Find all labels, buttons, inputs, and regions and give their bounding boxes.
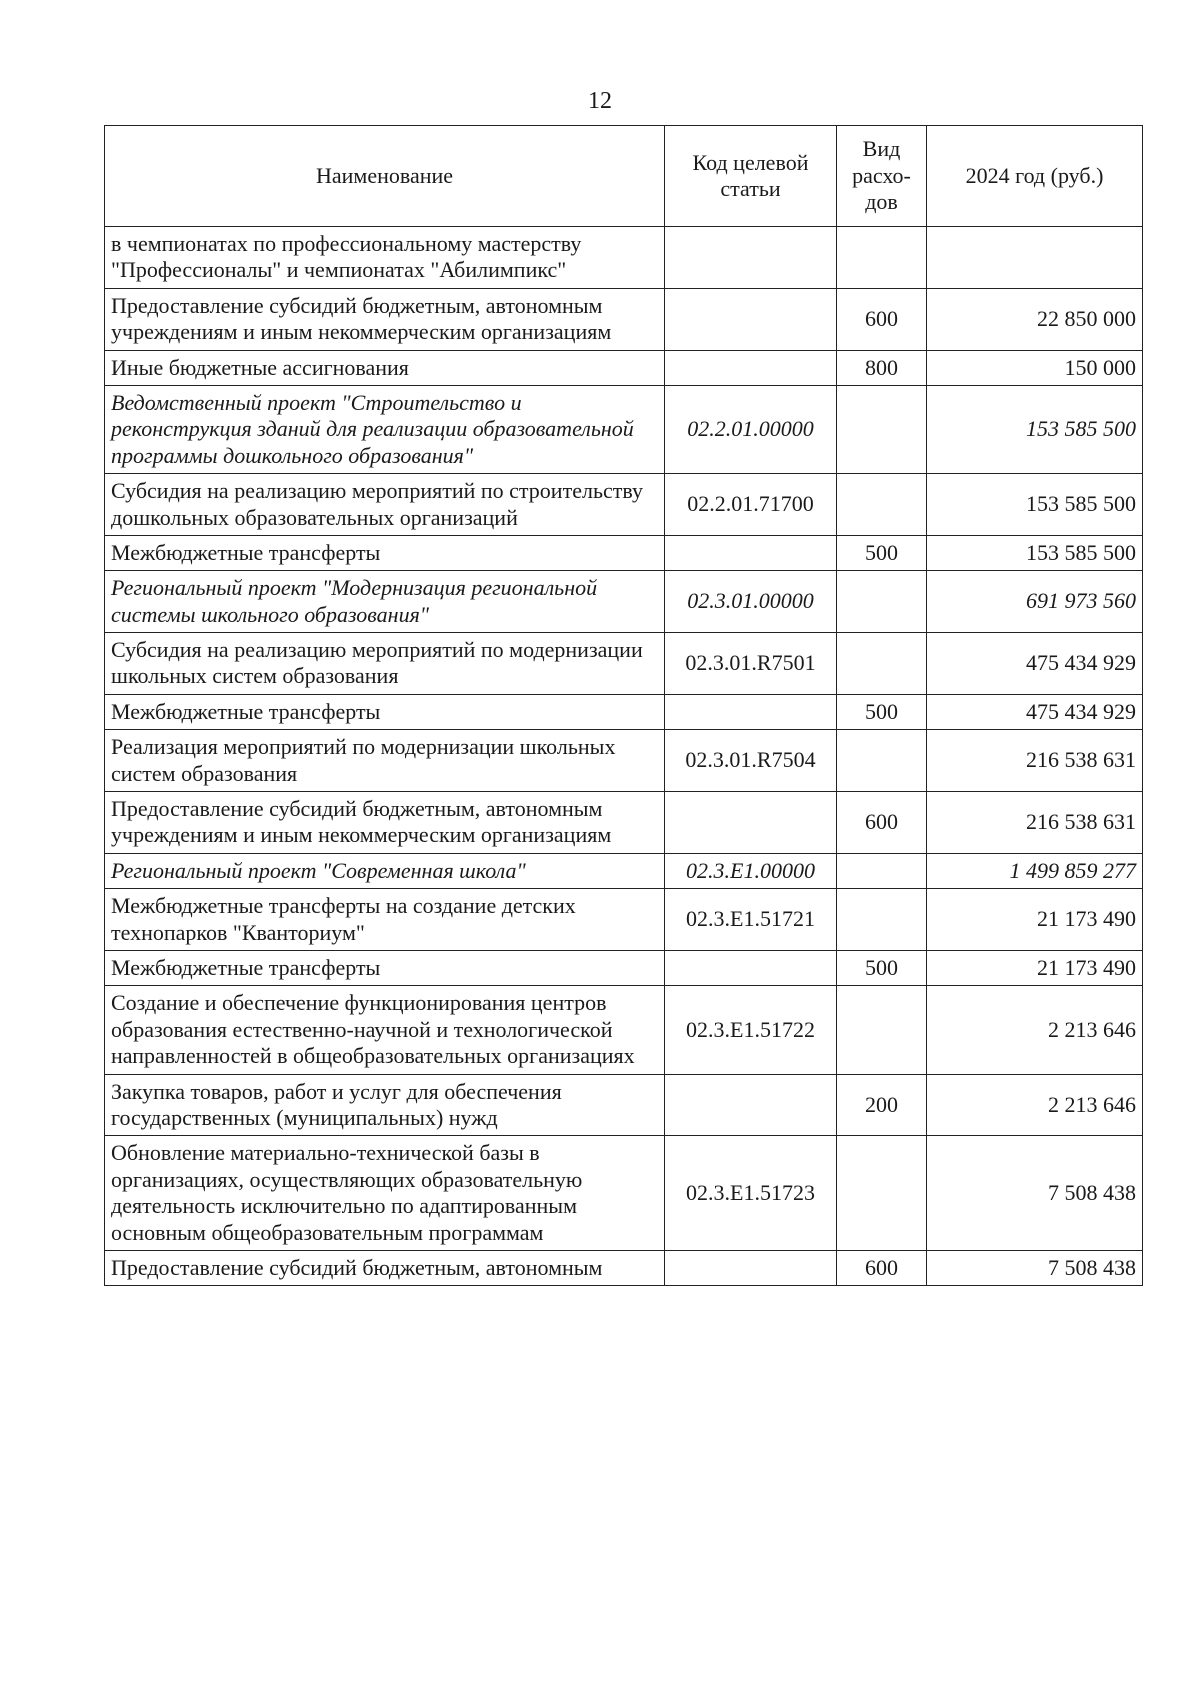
cell-kind	[837, 474, 927, 536]
cell-amount: 475 434 929	[927, 633, 1143, 695]
table-row	[105, 535, 1143, 570]
cell-kind: 600	[837, 288, 927, 350]
cell-name: Предоставление субсидий бюджетным, автономным	[105, 1250, 665, 1285]
cell-code: 02.2.01.00000	[665, 385, 837, 473]
cell-name: Субсидия на реализацию мероприятий по модернизации школьных систем образования	[105, 633, 665, 695]
cell-name: Межбюджетные трансферты	[105, 535, 665, 570]
cell-name: Межбюджетные трансферты	[105, 694, 665, 729]
cell-kind	[837, 730, 927, 792]
table-row	[105, 950, 1143, 985]
cell-name: Ведомственный проект "Строительство и реконструкция зданий для реализации образовательной программы дошкольного образования"	[105, 385, 665, 473]
cell-amount: 1 499 859 277	[927, 853, 1143, 888]
cell-code	[665, 950, 837, 985]
cell-name: Иные бюджетные ассигнования	[105, 350, 665, 385]
cell-amount: 22 850 000	[927, 288, 1143, 350]
table-row	[105, 227, 1143, 289]
cell-name: Создание и обеспечение функционирования центров образования естественно-научной и технологической направленностей в общеобразовательных организациях	[105, 986, 665, 1074]
cell-name: в чемпионатах по профессиональному мастерству "Профессионалы" и чемпионатах "Абилимпикс"	[105, 227, 665, 289]
cell-kind	[837, 571, 927, 633]
cell-code: 02.3.E1.00000	[665, 853, 837, 888]
cell-kind: 600	[837, 1250, 927, 1285]
cell-code	[665, 694, 837, 729]
cell-amount: 153 585 500	[927, 535, 1143, 570]
table-row	[105, 986, 1143, 1074]
cell-code: 02.3.E1.51723	[665, 1136, 837, 1251]
table-row	[105, 385, 1143, 473]
cell-code: 02.2.01.71700	[665, 474, 837, 536]
cell-code	[665, 350, 837, 385]
cell-name: Обновление материально-технической базы в организациях, осуществляющих образовательную деятельность исключительно по адаптированным основным общеобразовательным программам	[105, 1136, 665, 1251]
table-row	[105, 853, 1143, 888]
cell-amount: 216 538 631	[927, 792, 1143, 854]
cell-amount: 2 213 646	[927, 986, 1143, 1074]
table-header-row	[105, 126, 1143, 227]
cell-name: Предоставление субсидий бюджетным, автономным учреждениям и иным некоммерческим организациям	[105, 288, 665, 350]
cell-code: 02.3.01.R7501	[665, 633, 837, 695]
cell-code: 02.3.01.R7504	[665, 730, 837, 792]
cell-code	[665, 1250, 837, 1285]
cell-kind	[837, 633, 927, 695]
cell-kind: 500	[837, 694, 927, 729]
table-row	[105, 571, 1143, 633]
cell-kind	[837, 1136, 927, 1251]
cell-name: Региональный проект "Модернизация региональной системы школьного образования"	[105, 571, 665, 633]
table-row	[105, 474, 1143, 536]
header-name: Наименование	[105, 126, 665, 227]
cell-code	[665, 792, 837, 854]
cell-code: 02.3.E1.51721	[665, 889, 837, 951]
table-row	[105, 694, 1143, 729]
table-row	[105, 633, 1143, 695]
budget-table	[104, 125, 1143, 1286]
cell-name: Межбюджетные трансферты на создание детских технопарков "Кванториум"	[105, 889, 665, 951]
cell-kind: 600	[837, 792, 927, 854]
cell-name: Реализация мероприятий по модернизации школьных систем образования	[105, 730, 665, 792]
cell-kind	[837, 986, 927, 1074]
header-kind: Вид расхо-дов	[837, 126, 927, 227]
table-row	[105, 1250, 1143, 1285]
cell-kind	[837, 889, 927, 951]
table-row	[105, 288, 1143, 350]
cell-amount: 7 508 438	[927, 1136, 1143, 1251]
table-row	[105, 730, 1143, 792]
cell-amount	[927, 227, 1143, 289]
cell-kind	[837, 853, 927, 888]
table-row	[105, 1074, 1143, 1136]
cell-kind: 500	[837, 535, 927, 570]
cell-code	[665, 1074, 837, 1136]
cell-name: Субсидия на реализацию мероприятий по строительству дошкольных образовательных организаций	[105, 474, 665, 536]
table-row	[105, 889, 1143, 951]
cell-kind	[837, 385, 927, 473]
cell-amount: 153 585 500	[927, 385, 1143, 473]
cell-amount: 475 434 929	[927, 694, 1143, 729]
header-amount: 2024 год (руб.)	[927, 126, 1143, 227]
table-row	[105, 1136, 1143, 1251]
cell-amount: 216 538 631	[927, 730, 1143, 792]
cell-amount: 21 173 490	[927, 950, 1143, 985]
page-number: 12	[588, 88, 612, 114]
cell-amount: 2 213 646	[927, 1074, 1143, 1136]
cell-name: Межбюджетные трансферты	[105, 950, 665, 985]
cell-name: Региональный проект "Современная школа"	[105, 853, 665, 888]
cell-kind: 200	[837, 1074, 927, 1136]
header-code: Код целевой статьи	[665, 126, 837, 227]
cell-code	[665, 535, 837, 570]
table-row	[105, 792, 1143, 854]
cell-amount: 21 173 490	[927, 889, 1143, 951]
cell-kind	[837, 227, 927, 289]
cell-amount: 7 508 438	[927, 1250, 1143, 1285]
cell-code: 02.3.E1.51722	[665, 986, 837, 1074]
cell-kind: 800	[837, 350, 927, 385]
cell-amount: 691 973 560	[927, 571, 1143, 633]
cell-kind: 500	[837, 950, 927, 985]
cell-code	[665, 227, 837, 289]
cell-code: 02.3.01.00000	[665, 571, 837, 633]
cell-code	[665, 288, 837, 350]
table-row	[105, 350, 1143, 385]
cell-name: Закупка товаров, работ и услуг для обеспечения государственных (муниципальных) нужд	[105, 1074, 665, 1136]
cell-name: Предоставление субсидий бюджетным, автономным учреждениям и иным некоммерческим организациям	[105, 792, 665, 854]
cell-amount: 150 000	[927, 350, 1143, 385]
cell-amount: 153 585 500	[927, 474, 1143, 536]
